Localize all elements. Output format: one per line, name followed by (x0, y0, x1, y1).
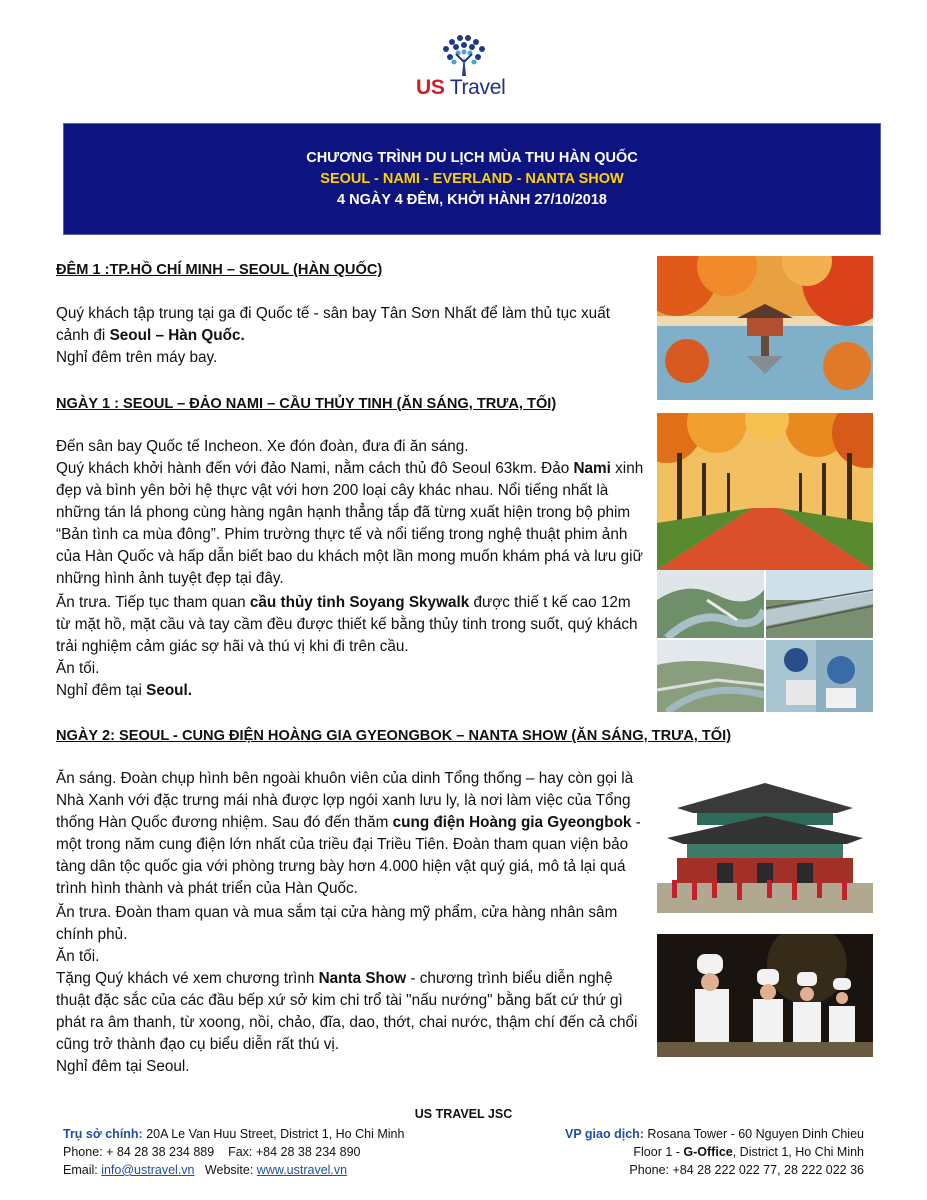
day1-heading: NGÀY 1 : SEOUL – ĐẢO NAMI – CẦU THỦY TINH (ĂN SÁNG, TRƯA, TỐI) (56, 396, 557, 412)
hq-label: Trụ sở chính: (63, 1127, 143, 1141)
logo-travel: Travel (449, 76, 506, 99)
logo-us: US (416, 76, 445, 99)
hq-phone-fax: Phone: + 84 28 38 234 889 Fax: +84 28 38 234 890 (63, 1145, 361, 1159)
day1-skywalk: Ăn trưa. Tiếp tục tham quan cầu thủy tinh Soyang Skywalk được thiế t kế cao 12m từ mặt hồ, mặt cầu và tay cầm đều được thiết kế bằng thủy tinh trong suốt, quý khách trải nghiệm cảm giác sợ hãi và thú vị khi đi trên cầu. (56, 594, 638, 655)
skywalk-walkway-photo (657, 640, 764, 712)
logo-wordmark (416, 76, 506, 100)
skywalk-glass-floor-photo (766, 640, 873, 712)
day2-heading: NGÀY 2: SEOUL - CUNG ĐIỆN HOÀNG GIA GYEONGBOK – NANTA SHOW (ĂN SÁNG, TRƯA, TỐI) (56, 728, 732, 744)
tour-title-banner (63, 123, 881, 235)
skywalk-aerial-photo (657, 570, 764, 638)
email-link[interactable]: info@ustravel.vn (101, 1163, 195, 1177)
banner-title: CHƯƠNG TRÌNH DU LỊCH MÙA THU HÀN QUỐC (306, 150, 638, 166)
day2-palace: Ăn sáng. Đoàn chụp hình bên ngoài khuôn viên của dinh Tổng thống – hay còn gọi là Nhà Xanh với đặc trưng mái nhà được lợp ngói xanh lưu ly, là nơi làm việc của Tổng thống Hàn Quốc đương nhiệm. Sau đó đến thăm cung điện Hoàng gia Gyeongbok - một trong năm cung điện lớn nhất của triều đại Triều Tiên. Đoàn tham quan viện bảo tàng dân tộc quốc gia với phòng trưng bày hơn 4.000 hiện vật quý giá, mô tả lại quá trình hình thành và phát triển của Hàn Quốc. (56, 770, 641, 897)
footer-head-office: Trụ sở chính: 20A Le Van Huu Street, District 1, Ho Chi Minh Phone: + 84 28 38 234 889 Fax: +84 28 38 234 890 Email: info@ustravel.vn Website: www.ustravel.vn (63, 1127, 405, 1177)
nami-tree-lane-photo (657, 413, 873, 570)
banner-duration: 4 NGÀY 4 ĐÊM, KHỞI HÀNH 27/10/2018 (337, 192, 607, 208)
banner-route: SEOUL - NAMI - EVERLAND - NANTA SHOW (320, 171, 624, 187)
night1-paragraph: Quý khách tập trung tại ga đi Quốc tế - sân bay Tân Sơn Nhất để làm thủ tục xuất cảnh đi Seoul – Hàn Quốc. (56, 305, 610, 344)
website-link[interactable]: www.ustravel.vn (256, 1163, 348, 1177)
day1-nami: Quý khách khởi hành đến với đảo Nami, nằm cách thủ đô Seoul 63km. Đảo Nami xinh đẹp và bình yên bởi hệ thực vật với hơn 200 loại cây khác nhau. Nổi tiếng nhất là những tán lá phong cùng hàng ngân hạnh thẳng tắp đã từng xuất hiện trong bộ phim “Bản tình ca mùa đông”. Phim trường thực tế và nổi tiếng trong nghệ thuật phim ảnh của Hàn Quốc và hấp dẫn biết bao du khách một lần mong muốn khám phá và lưu giữ những hình ảnh tuyệt đẹp tại đây. (56, 460, 644, 587)
nanta-show-photo (657, 934, 873, 1057)
hq-address: 20A Le Van Huu Street, District 1, Ho Chi Minh (142, 1127, 405, 1141)
day2-nanta: Tặng Quý khách vé xem chương trình Nanta Show - chương trình biểu diễn nghệ thuật đặc sắc của các đầu bếp xứ sở kim chi trổ tài "nấu nướng" bằng bất cứ thứ gì phát ra âm thanh, từ xoong, nồi, chảo, đĩa, dao, thớt, chai nước, thậm chí đến cả chổi cũng trở thành đạo cụ biểu diễn rất thú vị. (56, 970, 638, 1053)
vp-phone: Phone: +84 28 222 022 77, 28 222 022 36 (629, 1163, 864, 1177)
day1-arrival: Đến sân bay Quốc tế Incheon. Xe đón đoàn, đưa đi ăn sáng. (56, 438, 469, 455)
vp-floor: Floor 1 - G-Office, District 1, Ho Chi Minh (633, 1145, 864, 1159)
gyeongbok-palace-photo (657, 768, 873, 913)
day2-dinner: Ăn tối. (56, 948, 100, 965)
night1-heading: ĐÊM 1 :TP.HỒ CHÍ MINH – SEOUL (HÀN QUỐC) (56, 262, 383, 278)
skywalk-bridge-photo (766, 570, 873, 638)
day1-dinner: Ăn tối. (56, 660, 100, 677)
autumn-pavilion-photo (657, 256, 873, 400)
day1-rest: Nghỉ đêm tại Seoul. (56, 682, 193, 699)
vp-address: Rosana Tower - 60 Nguyen Dinh Chieu (643, 1127, 864, 1141)
vp-label: VP giao dịch: (565, 1127, 644, 1141)
day2-shopping: Ăn trưa. Đoàn tham quan và mua sắm tại cửa hàng mỹ phẩm, cửa hàng nhân sâm chính phủ. (56, 904, 618, 943)
footer-company: US TRAVEL JSC (414, 1107, 513, 1121)
day2-rest: Nghỉ đêm tại Seoul. (56, 1058, 190, 1075)
footer-office (565, 1125, 864, 1179)
night1-rest: Nghỉ đêm trên máy bay. (56, 349, 218, 366)
